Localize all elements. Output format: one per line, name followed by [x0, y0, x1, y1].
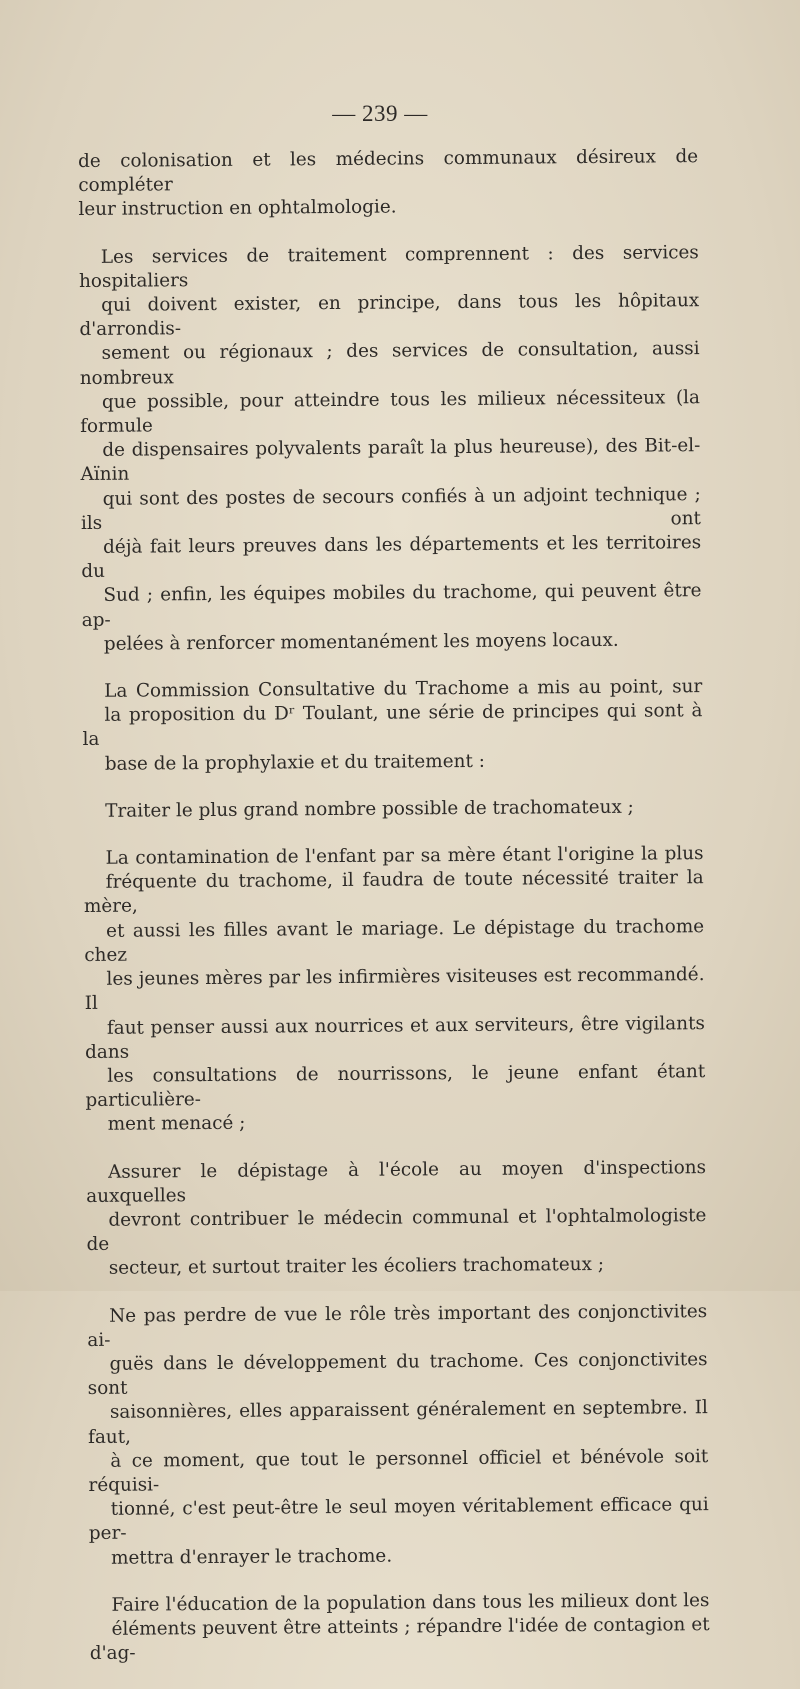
text-line: Les services de traitement comprennent : des services hospitaliers	[78, 241, 699, 292]
text-line: faut penser aussi aux nourrices et aux serviteurs, être vigilants dans	[85, 1012, 705, 1063]
text-line: éléments peuvent être atteints ; répandre l'idée de contagion et d'ag-	[89, 1614, 710, 1665]
text-line: devront contribuer le médecin communal et l'ophtalmologiste de	[86, 1205, 707, 1256]
body-text	[78, 145, 710, 1689]
paragraph	[79, 241, 702, 657]
paragraph	[87, 1300, 709, 1571]
text-line: La Commission Consultative du Trachome a mis au point, sur	[104, 676, 703, 702]
text-line: que possible, pour atteindre tous les milieux nécessiteux (la formule	[80, 386, 701, 438]
text-line: de dispensaires polyvalents paraît la plus heureuse), des Bit-el-Aïnin	[80, 435, 701, 486]
text-line: à ce moment, que tout le personnel officiel et bénévole soit réquisi-	[88, 1445, 709, 1496]
page-number: — 239 —	[332, 101, 428, 126]
text-line: guës dans le développement du trachome. Ces conjonctivites sont	[87, 1349, 708, 1400]
text-line: et aussi les filles avant le mariage. Le dépistage du trachome chez	[84, 915, 705, 966]
text-line: de colonisation et les médecins communaux désireux de compléter	[78, 146, 699, 197]
text-line: secteur, et surtout traiter les écoliers trachomateux ;	[108, 1254, 605, 1280]
text-line: qui sont des postes de secours confiés à un adjoint technique ; ils ont	[80, 483, 701, 534]
text-line: pelées à renforcer momentanément les moyens locaux.	[103, 629, 619, 655]
text-line: les jeunes mères par les infirmières visiteuses est recommandé. Il	[84, 964, 705, 1015]
text-line: base de la prophylaxie et du traitement :	[104, 750, 485, 775]
text-line: Assurer le dépistage à l'école au moyen d'inspections auxquelles	[86, 1156, 707, 1207]
text-line: Sud ; enfin, les équipes mobiles du trachome, qui peuvent être ap-	[81, 580, 702, 631]
paragraph	[78, 145, 699, 222]
text-line: leur instruction en ophtalmologie.	[78, 196, 397, 221]
paragraph	[82, 675, 703, 777]
paragraph	[89, 1589, 710, 1666]
text-line: tionné, c'est peut-être le seul moyen véritablement efficace qui per-	[88, 1494, 709, 1545]
text-line: La contamination de l'enfant par sa mère étant l'origine la plus	[105, 843, 704, 869]
text-line: Faire l'éducation de la population dans tous les milieux dont les	[111, 1589, 710, 1616]
text-line: qui doivent exister, en principe, dans tous les hôpitaux d'arrondis-	[79, 290, 700, 341]
text-line: sement ou régionaux ; des services de consultation, aussi nombreux	[79, 338, 700, 389]
text-line: saisonnières, elles apparaissent généralement en septembre. Il faut,	[88, 1397, 708, 1448]
text-line: la proposition du Dʳ Toulant, une série de principes qui sont à la	[82, 700, 703, 751]
text-line: Traiter le plus grand nombre possible de trachomateux ;	[105, 796, 634, 822]
text-line: déjà fait leurs preuves dans les départements et les territoires du	[81, 532, 702, 583]
text-line: les consultations de nourrissons, le jeune enfant étant particulière-	[85, 1061, 706, 1112]
text-line: mettra d'enrayer le trachome.	[110, 1545, 393, 1569]
text-line: fréquente du trachome, il faudra de toute nécessité traiter la mère,	[83, 867, 704, 918]
paragraph	[83, 795, 703, 824]
text-line: ment menacé ;	[107, 1113, 246, 1136]
paragraph	[86, 1156, 707, 1282]
paragraph	[83, 842, 705, 1137]
text-line: Ne pas perdre de vue le rôle très important des conjonctivites ai-	[87, 1300, 708, 1351]
